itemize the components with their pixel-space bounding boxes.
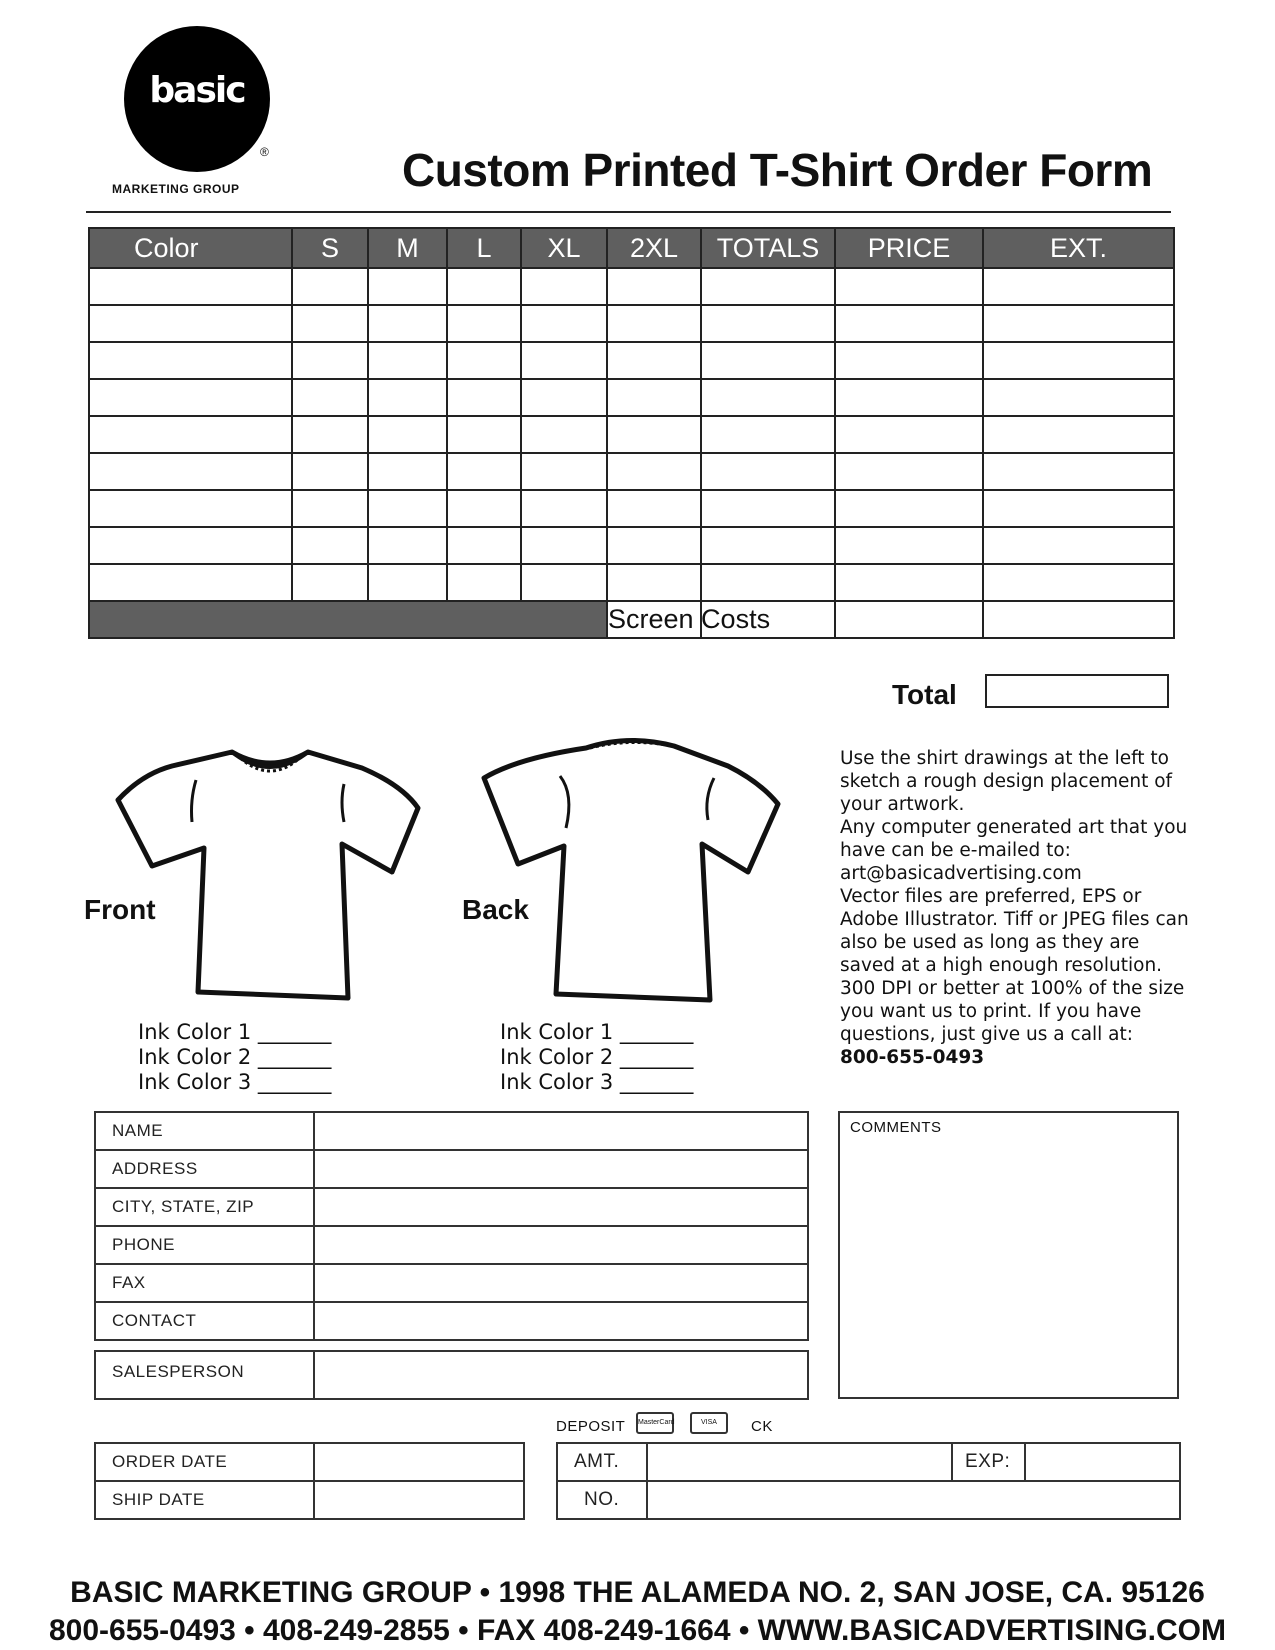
header-totals: TOTALS xyxy=(701,228,835,268)
order-cell-price[interactable] xyxy=(835,268,983,305)
order-cell-ext[interactable] xyxy=(983,490,1174,527)
city-state-zip-field[interactable] xyxy=(314,1188,808,1226)
order-row xyxy=(89,342,1174,379)
back-ink-color-3[interactable]: Ink Color 3 _______ xyxy=(500,1070,694,1094)
total-label: Total xyxy=(892,679,957,710)
order-cell-l[interactable] xyxy=(447,416,521,453)
screen-costs-shade xyxy=(89,601,607,638)
order-cell-totals[interactable] xyxy=(701,416,835,453)
order-cell-price[interactable] xyxy=(835,379,983,416)
logo-subtitle: MARKETING GROUP xyxy=(112,182,240,196)
order-row xyxy=(89,305,1174,342)
header-l: L xyxy=(447,228,521,268)
order-cell-s[interactable] xyxy=(292,564,368,601)
order-cell-l[interactable] xyxy=(447,379,521,416)
order-cell-xl[interactable] xyxy=(521,416,607,453)
back-ink-color-2[interactable]: Ink Color 2 _______ xyxy=(500,1045,694,1069)
order-cell-m[interactable] xyxy=(368,527,447,564)
order-cell-2xl[interactable] xyxy=(607,527,701,564)
order-cell-xl[interactable] xyxy=(521,564,607,601)
front-ink-color-3[interactable]: Ink Color 3 _______ xyxy=(138,1070,332,1094)
name-label: NAME xyxy=(95,1112,314,1150)
title-divider xyxy=(86,211,1171,213)
order-cell-2xl[interactable] xyxy=(607,490,701,527)
order-cell-price[interactable] xyxy=(835,564,983,601)
instructions-phone: 800-655-0493 xyxy=(840,1047,985,1068)
logo-word: basic xyxy=(149,70,245,111)
ship-date-field[interactable] xyxy=(314,1481,524,1519)
order-cell-totals[interactable] xyxy=(701,305,835,342)
front-shirt-icon xyxy=(112,740,428,1002)
order-cell-color[interactable] xyxy=(89,416,292,453)
order-cell-2xl[interactable] xyxy=(607,416,701,453)
salesperson-label: SALESPERSON xyxy=(95,1351,314,1399)
address-label: ADDRESS xyxy=(95,1150,314,1188)
order-table-header xyxy=(89,228,1174,268)
header-color: Color xyxy=(89,228,292,268)
header-s: S xyxy=(292,228,368,268)
order-cell-m[interactable] xyxy=(368,305,447,342)
amount-field[interactable] xyxy=(647,1443,952,1481)
order-cell-m[interactable] xyxy=(368,342,447,379)
header-2xl: 2XL xyxy=(607,228,701,268)
order-row xyxy=(89,453,1174,490)
back-shirt-icon xyxy=(478,732,788,1004)
order-cell-totals[interactable] xyxy=(701,342,835,379)
header-xl: XL xyxy=(521,228,607,268)
total-field[interactable] xyxy=(985,674,1169,708)
order-row xyxy=(89,416,1174,453)
order-cell-price[interactable] xyxy=(835,342,983,379)
order-cell-2xl[interactable] xyxy=(607,379,701,416)
city-state-zip-label: CITY, STATE, ZIP xyxy=(95,1188,314,1226)
order-cell-xl[interactable] xyxy=(521,379,607,416)
deposit-label: DEPOSIT xyxy=(556,1418,626,1435)
order-cell-s[interactable] xyxy=(292,342,368,379)
fax-field[interactable] xyxy=(314,1264,808,1302)
order-cell-m[interactable] xyxy=(368,268,447,305)
check-label[interactable]: CK xyxy=(751,1418,773,1435)
order-row xyxy=(89,268,1174,305)
ship-date-label: SHIP DATE xyxy=(95,1481,314,1519)
front-ink-color-2[interactable]: Ink Color 2 _______ xyxy=(138,1045,332,1069)
order-cell-color[interactable] xyxy=(89,379,292,416)
salesperson-field[interactable] xyxy=(314,1351,808,1399)
order-cell-ext[interactable] xyxy=(983,453,1174,490)
footer-contact: 800-655-0493 • 408-249-2855 • FAX 408-249-1664 • WWW.BASICADVERTISING.COM xyxy=(49,1614,1226,1647)
salesperson-table xyxy=(94,1350,809,1400)
order-cell-l[interactable] xyxy=(447,268,521,305)
order-cell-s[interactable] xyxy=(292,527,368,564)
order-cell-ext[interactable] xyxy=(983,564,1174,601)
order-cell-price[interactable] xyxy=(835,416,983,453)
order-row xyxy=(89,527,1174,564)
order-cell-l[interactable] xyxy=(447,453,521,490)
artwork-instructions xyxy=(840,747,1190,1069)
customer-info-table xyxy=(94,1111,809,1341)
order-date-label: ORDER DATE xyxy=(95,1443,314,1481)
screen-costs-row xyxy=(89,601,1174,638)
order-cell-l[interactable] xyxy=(447,305,521,342)
order-cell-totals[interactable] xyxy=(701,453,835,490)
order-cell-s[interactable] xyxy=(292,305,368,342)
header-ext: EXT. xyxy=(983,228,1174,268)
contact-label: CONTACT xyxy=(95,1302,314,1340)
order-cell-ext[interactable] xyxy=(983,342,1174,379)
order-cell-color[interactable] xyxy=(89,342,292,379)
order-row xyxy=(89,564,1174,601)
order-cell-2xl[interactable] xyxy=(607,453,701,490)
header-m: M xyxy=(368,228,447,268)
order-cell-xl[interactable] xyxy=(521,453,607,490)
order-cell-s[interactable] xyxy=(292,490,368,527)
order-row xyxy=(89,379,1174,416)
order-cell-xl[interactable] xyxy=(521,268,607,305)
front-ink-color-1[interactable]: Ink Color 1 _______ xyxy=(138,1020,332,1044)
order-date-field[interactable] xyxy=(314,1443,524,1481)
expiration-label: EXP: xyxy=(952,1443,1025,1481)
order-cell-color[interactable] xyxy=(89,453,292,490)
phone-field[interactable] xyxy=(314,1226,808,1264)
order-cell-m[interactable] xyxy=(368,453,447,490)
fax-label: FAX xyxy=(95,1264,314,1302)
phone-label: PHONE xyxy=(95,1226,314,1264)
order-cell-totals[interactable] xyxy=(701,564,835,601)
card-number-field[interactable] xyxy=(647,1481,1180,1519)
instructions-sketch: Use the shirt drawings at the left to sketch a rough design placement of your artwork. xyxy=(840,748,1173,815)
order-cell-price[interactable] xyxy=(835,305,983,342)
header-price: PRICE xyxy=(835,228,983,268)
order-cell-2xl[interactable] xyxy=(607,268,701,305)
order-cell-price[interactable] xyxy=(835,490,983,527)
order-cell-2xl[interactable] xyxy=(607,342,701,379)
order-cell-totals[interactable] xyxy=(701,379,835,416)
registered-mark: ® xyxy=(260,145,269,159)
instructions-email: Any computer generated art that you have can be e-mailed to: art@basicadvertising.com xyxy=(840,817,1188,884)
order-cell-xl[interactable] xyxy=(521,305,607,342)
screen-costs-ext-cell[interactable] xyxy=(983,601,1174,638)
order-cell-s[interactable] xyxy=(292,453,368,490)
order-cell-color[interactable] xyxy=(89,268,292,305)
comments-label: COMMENTS xyxy=(850,1119,942,1136)
order-table xyxy=(88,227,1175,639)
order-cell-m[interactable] xyxy=(368,379,447,416)
order-cell-2xl[interactable] xyxy=(607,564,701,601)
order-cell-s[interactable] xyxy=(292,379,368,416)
expiration-field[interactable] xyxy=(1025,1443,1180,1481)
order-cell-ext[interactable] xyxy=(983,305,1174,342)
order-cell-ext[interactable] xyxy=(983,379,1174,416)
order-cell-ext[interactable] xyxy=(983,268,1174,305)
screen-costs-price-cell[interactable] xyxy=(835,601,983,638)
order-cell-s[interactable] xyxy=(292,268,368,305)
order-cell-xl[interactable] xyxy=(521,490,607,527)
order-cell-m[interactable] xyxy=(368,564,447,601)
order-cell-l[interactable] xyxy=(447,342,521,379)
order-cell-2xl[interactable] xyxy=(607,305,701,342)
comments-box[interactable] xyxy=(838,1111,1179,1399)
front-ink-list xyxy=(138,1020,331,1095)
order-cell-l[interactable] xyxy=(447,527,521,564)
order-cell-l[interactable] xyxy=(447,490,521,527)
address-field[interactable] xyxy=(314,1150,808,1188)
order-cell-ext[interactable] xyxy=(983,416,1174,453)
contact-field[interactable] xyxy=(314,1302,808,1340)
back-label: Back xyxy=(462,894,529,925)
mastercard-icon[interactable]: MasterCard xyxy=(636,1412,674,1434)
amount-label: AMT. xyxy=(557,1443,647,1481)
order-cell-m[interactable] xyxy=(368,490,447,527)
order-cell-m[interactable] xyxy=(368,416,447,453)
order-cell-xl[interactable] xyxy=(521,527,607,564)
page-title: Custom Printed T-Shirt Order Form xyxy=(402,144,1153,196)
order-cell-l[interactable] xyxy=(447,564,521,601)
order-cell-ext[interactable] xyxy=(983,527,1174,564)
order-cell-color[interactable] xyxy=(89,305,292,342)
visa-icon[interactable]: VISA xyxy=(690,1412,728,1434)
name-field[interactable] xyxy=(314,1112,808,1150)
dates-table xyxy=(94,1442,525,1520)
front-label: Front xyxy=(84,894,156,925)
screen-costs-label: Screen Costs xyxy=(607,601,701,638)
order-row xyxy=(89,490,1174,527)
order-cell-xl[interactable] xyxy=(521,342,607,379)
back-ink-list xyxy=(500,1020,693,1095)
order-cell-s[interactable] xyxy=(292,416,368,453)
order-cell-color[interactable] xyxy=(89,490,292,527)
order-cell-price[interactable] xyxy=(835,527,983,564)
order-cell-totals[interactable] xyxy=(701,490,835,527)
order-cell-price[interactable] xyxy=(835,453,983,490)
order-cell-totals[interactable] xyxy=(701,527,835,564)
card-number-label: NO. xyxy=(557,1481,647,1519)
order-cell-color[interactable] xyxy=(89,527,292,564)
instructions-file-formats: Vector files are preferred, EPS or Adobe Illustrator. Tiff or JPEG files can also be used as long as they are saved at a high enough resolution. 300 DPI or better at 100% of the size you want us to print. If you have questions, just give us a call at: xyxy=(840,886,1189,1045)
order-cell-color[interactable] xyxy=(89,564,292,601)
order-cell-totals[interactable] xyxy=(701,268,835,305)
back-ink-color-1[interactable]: Ink Color 1 _______ xyxy=(500,1020,694,1044)
footer-address: BASIC MARKETING GROUP • 1998 THE ALAMEDA NO. 2, SAN JOSE, CA. 95126 xyxy=(70,1576,1205,1609)
payment-table xyxy=(556,1442,1181,1520)
